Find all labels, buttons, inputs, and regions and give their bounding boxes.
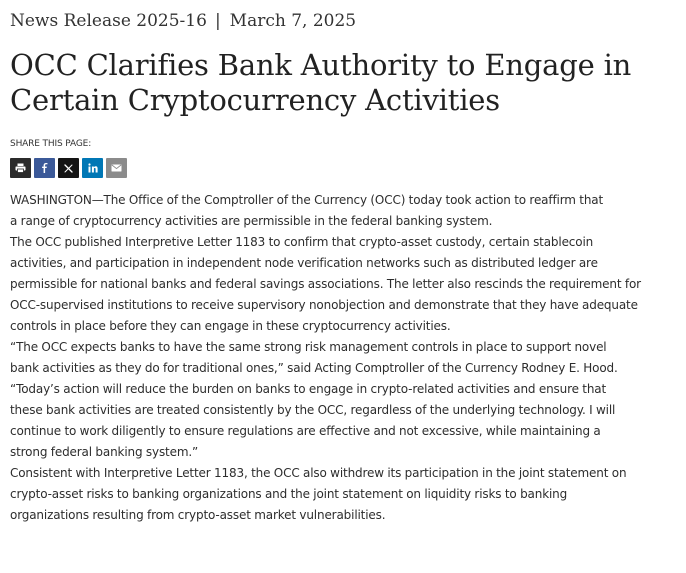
- release-date: March 7, 2025: [229, 11, 357, 31]
- facebook-share-button[interactable]: [34, 158, 55, 178]
- paragraph-interpretive-letter: The OCC published Interpretive Letter 1183 to confirm that crypto-asset custody, certain stablecoin activities, and participation in independent node verification networks such as distributed ledger are permissible for national banks and federal savings associations. The letter also rescinds the requirement for OCC-supervised institutions to receive supervisory nonobjection and demonstrate that they have adequate controls in place before they can engage in these cryptocurrency activities.: [10, 235, 641, 333]
- release-meta: [10, 10, 356, 32]
- email-icon: [111, 164, 122, 172]
- linkedin-icon: [88, 163, 98, 173]
- paragraph-withdrawal: Consistent with Interpretive Letter 1183, the OCC also withdrew its participation in the joint statement on crypto-asset risks to banking organizations and the joint statement on liquidity risks to banking organizations resulting from crypto-asset market vulnerabilities.: [10, 466, 627, 522]
- release-number: News Release 2025-16: [10, 11, 207, 31]
- share-label: SHARE THIS PAGE:: [10, 139, 92, 149]
- paragraph-intro: WASHINGTON—The Office of the Comptroller of the Currency (OCC) today took action to reaffirm that a range of cryptocurrency activities are permissible in the federal banking system.: [10, 193, 604, 228]
- print-button[interactable]: [10, 158, 31, 178]
- paragraph-quote: “The OCC expects banks to have the same strong risk management controls in place to support novel bank activities as they do for traditional ones,” said Acting Comptroller of the Currency Rodney E. Hood. “Today’s action will reduce the burden on banks to engage in crypto-related activities and ensure that these bank activities are treated consistently by the OCC, regardless of the underlying technology. I will continue to work diligently to ensure regulations are effective and not excessive, while maintaining a strong federal banking system.”: [10, 340, 618, 459]
- linkedin-share-button[interactable]: [82, 158, 103, 178]
- release-separator: |: [214, 11, 221, 31]
- facebook-icon: [42, 163, 48, 173]
- share-buttons: [10, 158, 127, 178]
- x-share-button[interactable]: [58, 158, 79, 178]
- article-body: [10, 190, 678, 526]
- x-icon: [64, 164, 73, 173]
- email-share-button[interactable]: [106, 158, 127, 178]
- print-icon: [15, 163, 26, 173]
- page-title: OCC Clarifies Bank Authority to Engage in Certain Cryptocurrency Activities: [10, 48, 632, 117]
